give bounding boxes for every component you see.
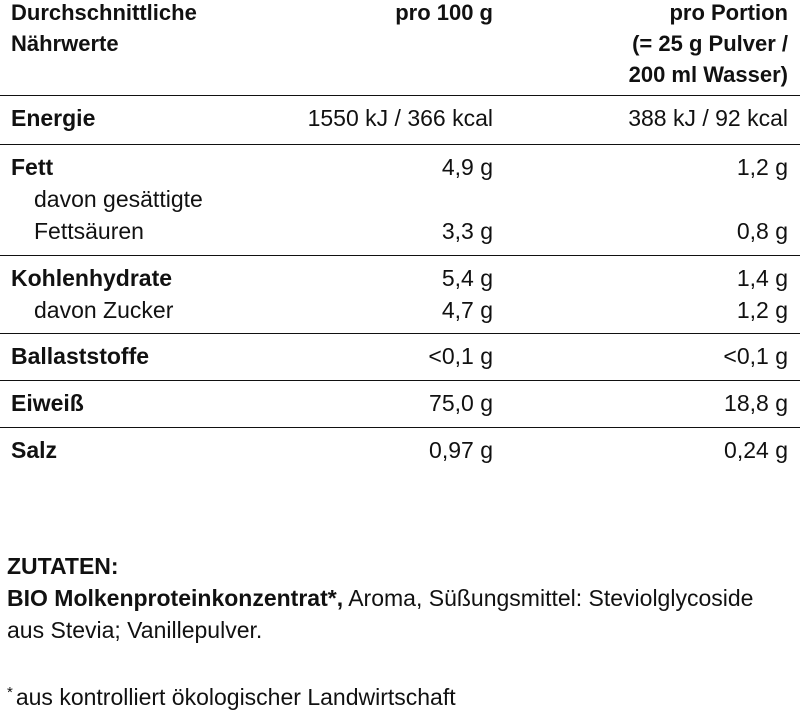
ingredients-line1 (7, 582, 797, 614)
ingredients-bold-part: BIO Molkenproteinkonzentrat*, (7, 585, 344, 611)
value-eiweiss-100g: 75,0 g (429, 390, 493, 416)
value-gesaettigte-portion: 0,8 g (736, 218, 788, 244)
header-per-portion (629, 0, 788, 90)
label-salz: Salz (11, 437, 58, 463)
footnote-marker: * (7, 684, 13, 701)
value-salz-100g: 0,97 g (429, 437, 493, 463)
value-kohlenhydrate-100g: 5,4 g (441, 265, 493, 291)
footnote (7, 678, 456, 712)
value-kohlenhydrate-portion: 1,4 g (736, 265, 788, 291)
row-fett-group (0, 145, 800, 256)
header-per-100g: pro 100 g (395, 0, 493, 25)
label-fett: Fett (11, 154, 54, 180)
label-gesaettigte-line1: davon gesättigte (34, 186, 203, 212)
value-ballaststoffe-100g: <0,1 g (428, 343, 493, 369)
ingredients-block (7, 550, 797, 646)
header-label-text: Durchschnittliche Nährwerte (11, 0, 197, 56)
row-eiweiss (0, 381, 800, 428)
label-kohlenhydrate: Kohlenhydrate (11, 265, 173, 291)
value-gesaettigte-100g: 3,3 g (441, 218, 493, 244)
value-eiweiss-portion: 18,8 g (724, 390, 788, 416)
ingredients-rest-line2: aus Stevia; Vanillepulver. (7, 617, 263, 643)
row-salz (0, 428, 800, 474)
value-fett-portion: 1,2 g (736, 154, 788, 180)
row-energie (0, 96, 800, 145)
value-energie-portion: 388 kJ / 92 kcal (628, 105, 788, 131)
value-zucker-portion: 1,2 g (736, 297, 788, 323)
label-ballaststoffe: Ballaststoffe (11, 343, 150, 369)
row-kohlenhydrate-group (0, 256, 800, 334)
footnote-text: aus kontrolliert ökologischer Landwirtschaft (15, 684, 456, 710)
row-ballaststoffe (0, 334, 800, 381)
label-zucker: davon Zucker (34, 297, 174, 323)
label-energie: Energie (11, 105, 96, 131)
value-zucker-100g: 4,7 g (441, 297, 493, 323)
ingredients-title: ZUTATEN: (7, 553, 119, 579)
header-per-portion-line1: pro Portion (669, 0, 788, 25)
header-label (11, 0, 251, 59)
value-fett-100g: 4,9 g (441, 154, 493, 180)
header-per-portion-line2: (= 25 g Pulver / (632, 31, 788, 56)
header-per-portion-line3: 200 ml Wasser) (628, 62, 788, 87)
table-header-row (0, 0, 800, 96)
ingredients-rest-line1: Aroma, Süßungsmittel: Steviolglycoside (343, 585, 754, 611)
value-energie-100g: 1550 kJ / 366 kcal (307, 105, 493, 131)
label-gesaettigte-line2: Fettsäuren (34, 218, 144, 244)
label-eiweiss: Eiweiß (11, 390, 84, 416)
value-ballaststoffe-portion: <0,1 g (723, 343, 788, 369)
value-salz-portion: 0,24 g (724, 437, 788, 463)
